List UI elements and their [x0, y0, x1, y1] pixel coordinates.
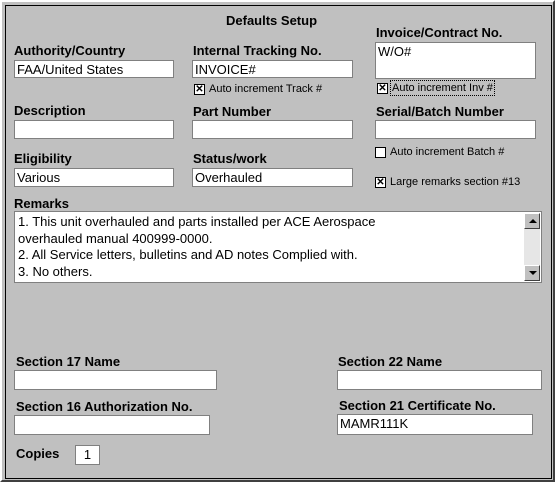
scroll-up-button[interactable] — [524, 213, 540, 229]
section17-label: Section 17 Name — [16, 354, 121, 369]
invoice-field[interactable]: W/O# — [375, 42, 536, 79]
auto-increment-track-checkbox[interactable] — [194, 83, 322, 95]
eligibility-label: Eligibility — [14, 151, 72, 166]
section21-label: Section 21 Certificate No. — [339, 398, 496, 413]
large-remarks-checkbox[interactable] — [375, 176, 520, 188]
copies-field[interactable]: 1 — [75, 445, 100, 465]
tracking-field[interactable]: INVOICE# — [192, 60, 353, 78]
checkbox-box[interactable]: ✕ — [195, 83, 204, 95]
section17-field[interactable] — [14, 370, 217, 390]
scroll-down-button[interactable] — [524, 265, 540, 281]
tracking-label: Internal Tracking No. — [193, 43, 322, 58]
auto-increment-inv-label: Auto increment Inv # — [392, 82, 493, 94]
status-field[interactable]: Overhauled — [192, 168, 353, 187]
remarks-textarea[interactable] — [14, 211, 542, 283]
auto-increment-track-label: Auto increment Track # — [209, 83, 323, 95]
checkbox-box[interactable] — [375, 147, 386, 158]
invoice-label: Invoice/Contract No. — [376, 25, 503, 40]
auto-increment-batch-label: Auto increment Batch # — [390, 146, 505, 158]
remarks-line: 3. No others. — [18, 263, 93, 279]
description-field[interactable] — [14, 120, 174, 139]
remarks-label: Remarks — [14, 196, 69, 211]
section22-label: Section 22 Name — [338, 354, 443, 369]
eligibility-field[interactable]: Various — [14, 168, 174, 187]
remarks-text — [18, 214, 521, 280]
checkbox-box[interactable]: ✕ — [376, 176, 385, 188]
authority-field[interactable]: FAA/United States — [14, 60, 174, 78]
section22-field[interactable] — [337, 370, 542, 390]
part-number-label: Part Number — [193, 104, 272, 119]
auto-increment-inv-checkbox[interactable] — [377, 82, 493, 94]
checkbox-box[interactable]: ✕ — [378, 82, 387, 94]
section21-field[interactable]: MAMR111K — [337, 414, 533, 435]
remarks-scrollbar[interactable] — [524, 213, 540, 281]
section16-label: Section 16 Authorization No. — [16, 399, 193, 414]
auto-increment-batch-checkbox[interactable] — [375, 146, 504, 158]
arrow-down-icon — [529, 271, 537, 275]
arrow-up-icon — [529, 219, 537, 223]
large-remarks-label: Large remarks section #13 — [390, 176, 521, 188]
remarks-line: overhauled manual 400999-0000. — [18, 230, 213, 246]
copies-label: Copies — [16, 446, 60, 461]
serial-label: Serial/Batch Number — [376, 104, 504, 119]
description-label: Description — [14, 103, 86, 118]
remarks-line: 1. This unit overhauled and parts installed per ACE Aerospace — [18, 214, 376, 229]
serial-field[interactable] — [375, 120, 536, 139]
window-title: Defaults Setup — [226, 13, 318, 28]
status-label: Status/work — [193, 151, 267, 166]
remarks-line: 2. All Service letters, bulletins and AD notes Complied with. — [18, 247, 358, 262]
authority-label: Authority/Country — [14, 43, 126, 58]
section16-field[interactable] — [14, 415, 210, 435]
part-number-field[interactable] — [192, 120, 353, 139]
